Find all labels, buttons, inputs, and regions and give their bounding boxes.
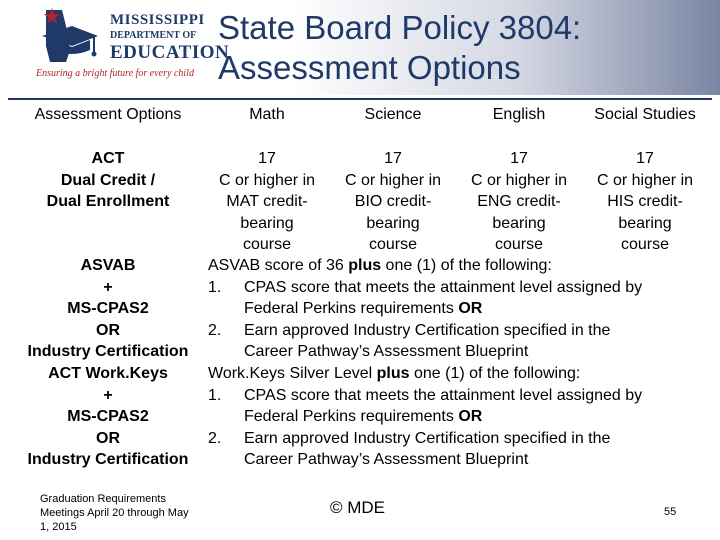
workkeys-item-2: 2. Earn approved Industry Certification specified in the xyxy=(208,429,611,447)
workkeys-item-2-cont: Career Pathway’s Assessment Blueprint xyxy=(244,451,529,468)
page-title xyxy=(218,8,581,88)
workkeys-intro: Work.Keys Silver Level plus one (1) of the following: xyxy=(208,365,581,382)
logo-tagline: Ensuring a bright future for every child xyxy=(36,68,194,79)
workkeys-requirements xyxy=(208,363,708,471)
header-math: Math xyxy=(249,106,285,123)
logo-line-1: MISSISSIPPI xyxy=(110,12,205,28)
asvab-item-2: 2. Earn approved Industry Certification specified in the xyxy=(208,321,611,339)
row-asvab-label: ASVAB + MS-CPAS2 OR Industry Certification xyxy=(27,257,189,360)
act-english-cell: 17 C or higher in ENG credit- bearing course xyxy=(470,150,568,253)
title-line-2: Assessment Options xyxy=(218,49,521,86)
logo-line-3: EDUCATION xyxy=(110,42,230,63)
act-math-cell: 17 C or higher in MAT credit- bearing course xyxy=(218,150,316,253)
footer-copyright: © MDE xyxy=(330,498,386,517)
header-social-studies: Social Studies xyxy=(594,106,696,123)
asvab-item-1: 1. CPAS score that meets the attainment level assigned by xyxy=(208,278,643,296)
mississippi-state-icon xyxy=(32,6,100,68)
act-social-studies-cell: 17 C or higher in HIS credit- bearing course xyxy=(596,150,694,253)
slide-header xyxy=(0,0,720,95)
header-science: Science xyxy=(364,106,422,123)
logo-line-2: DEPARTMENT OF xyxy=(110,30,197,41)
mde-logo xyxy=(30,4,230,84)
asvab-requirements xyxy=(208,255,708,363)
page-number: 55 xyxy=(664,506,677,518)
header-english: English xyxy=(492,106,546,123)
row-act-label: ACT Dual Credit / Dual Enrollment xyxy=(46,150,170,210)
workkeys-item-1-cont: Federal Perkins requirements OR xyxy=(244,408,483,425)
asvab-intro: ASVAB score of 36 plus one (1) of the following: xyxy=(208,257,552,274)
header-assessment-options: Assessment Options xyxy=(34,106,182,123)
act-science-cell: 17 C or higher in BIO credit- bearing course xyxy=(344,150,442,253)
title-line-1: State Board Policy 3804: xyxy=(218,9,582,46)
asvab-item-1-cont: Federal Perkins requirements OR xyxy=(244,300,483,317)
asvab-item-2-cont: Career Pathway’s Assessment Blueprint xyxy=(244,343,529,360)
workkeys-item-1: 1. CPAS score that meets the attainment level assigned by xyxy=(208,386,643,404)
header-divider xyxy=(8,98,712,100)
row-workkeys-label: ACT Work.Keys + MS-CPAS2 OR Industry Certification xyxy=(27,365,189,468)
footer-meeting-note: Graduation Requirements Meetings April 20 through May 1, 2015 xyxy=(40,493,189,533)
